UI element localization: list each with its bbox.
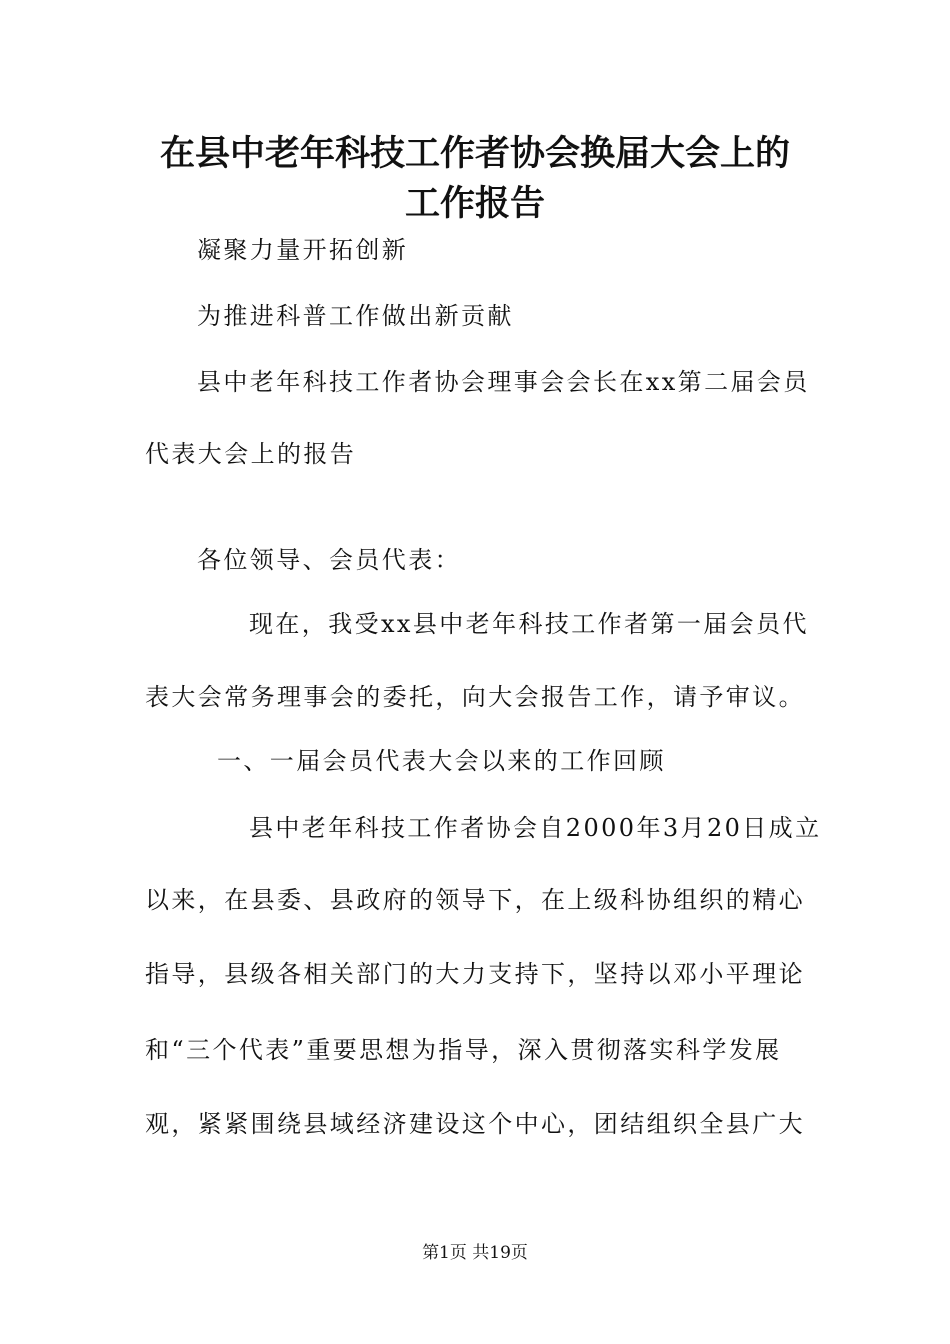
subtitle-line-2: 为推进科普工作做出新贡献	[197, 302, 514, 330]
paragraph-2-line-3: 指导，县级各相关部门的大力支持下，坚持以邓小平理论	[145, 960, 805, 988]
paragraph-2-line-1: 县中老年科技工作者协会自2000年3月20日成立	[249, 814, 822, 842]
page-footer: 第1页 共19页	[422, 1243, 528, 1263]
paragraph-2-line-2: 以来，在县委、县政府的领导下，在上级科协组织的精心	[145, 886, 805, 914]
paragraph-2-line-4: 和“三个代表”重要思想为指导，深入贯彻落实科学发展	[145, 1036, 782, 1064]
subtitle-line-1: 凝聚力量开拓创新	[197, 236, 409, 264]
report-author-line-1: 县中老年科技工作者协会理事会会长在xx第二届会员	[197, 368, 810, 396]
paragraph-1-line-2: 表大会常务理事会的委托，向大会报告工作，请予审议。	[145, 683, 805, 711]
section-heading-1: 一、一届会员代表大会以来的工作回顾	[217, 747, 666, 775]
paragraph-1-line-1: 现在，我受xx县中老年科技工作者第一届会员代	[249, 610, 809, 638]
salutation: 各位领导、会员代表：	[197, 546, 461, 574]
paragraph-2-line-5: 观，紧紧围绕县域经济建设这个中心，团结组织全县广大	[145, 1110, 805, 1138]
document-title-line-1: 在县中老年科技工作者协会换届大会上的	[159, 133, 790, 174]
report-author-line-2: 代表大会上的报告	[145, 440, 357, 468]
document-title-line-2: 工作报告	[404, 183, 545, 224]
